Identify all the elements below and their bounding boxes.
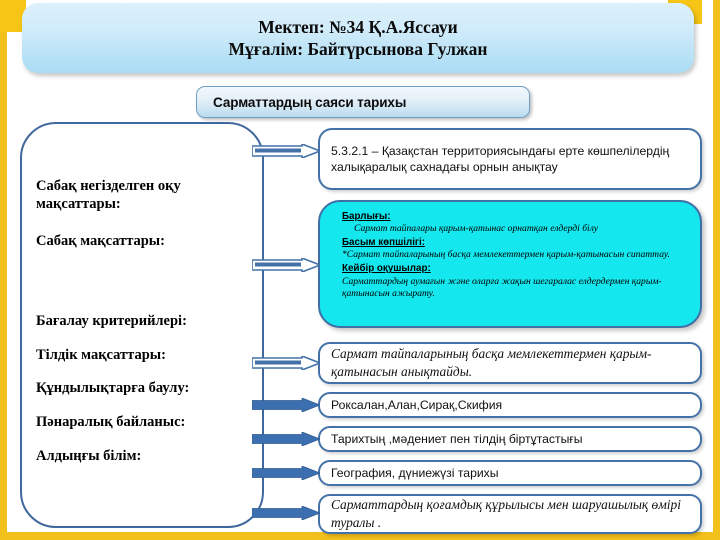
solid-right-arrow-icon [252,506,320,520]
label-interdisciplinary: Пәнаралық байланыс: [36,414,186,431]
box-prior-knowledge [318,494,702,534]
school-line: Мектеп: №34 Қ.А.Яссауи [258,16,458,37]
frame-left-border [0,0,7,540]
box-interdisciplinary-text: География, дүниежүзі тарихы [331,465,499,480]
criteria-body-all: Сармат тайпалары қарым-қатынас орнатқан елдерді білу [354,223,599,235]
box-interdisciplinary [318,460,702,486]
box-prior-knowledge-text: Сарматтардың қоғамдық құрылысы мен шаруашылық өмірі туралы . [331,497,681,530]
solid-right-arrow-icon [252,432,320,446]
hollow-right-arrow-icon [252,258,320,272]
label-language-objectives: Тілдік мақсаттары: [36,346,166,363]
spacer-1 [36,213,262,233]
spacer-3 [36,331,262,347]
lesson-topic-chip [196,86,530,118]
box-learning-objective-text: 5.3.2.1 – Қазақстан территориясындағы ерте көшпелілердің халықаралық сахнадағы орнын анықтау [331,143,670,174]
box-learning-objective [318,128,702,190]
solid-right-arrow-icon [252,398,320,412]
spacer-5 [36,398,262,414]
box-lesson-objectives [318,342,702,384]
box-values [318,426,702,452]
criteria-head-most: Басым көпшілігі: [342,237,425,249]
criteria-head-all: Барлығы: [342,211,391,222]
box-lesson-objectives-text: Сармат тайпаларының басқа мемлекеттермен қарым-қатынасын анықтайды. [331,346,652,379]
spacer-6 [36,432,262,448]
label-lesson-objectives: Сабақ мақсаттары: [36,233,165,250]
label-values: Құндылықтарға баулу: [36,380,190,397]
frame-right-border [713,0,720,540]
box-values-text: Тарихтың ,мәдениет пен тілдің біртұтастығы [331,431,583,446]
spacer-2 [36,251,262,313]
teacher-line: Мұғалім: Байтүрсынова Гулжан [228,39,488,59]
spacer-4 [36,364,262,380]
box-language-objectives-text: Роксалан,Алан,Сирақ,Скифия [331,397,503,412]
box-language-objectives [318,392,702,418]
criteria-body-most: *Сармат тайпаларының басқа мемлекеттермен қарым-қатынасын сипаттау. [342,249,670,261]
hollow-right-arrow-icon [252,144,320,158]
box-assessment-criteria [318,200,702,328]
left-labels-list [36,178,262,466]
criteria-body-some: Сарматтардың аумағын және оларға жақын шегаралас елдердермен қарым-қатынасын ажырату. [342,275,662,300]
lesson-topic-label: Сарматтардың саяси тарихы [213,94,407,110]
header-banner [22,3,694,73]
criteria-head-some: Кейбір оқушылар: [342,263,431,275]
hollow-right-arrow-icon [252,356,320,370]
solid-right-arrow-icon [252,466,320,480]
label-prior-knowledge: Алдыңғы білім: [36,447,142,464]
label-learning-objective-l1: Сабақ негізделген оқу [36,178,181,194]
label-assessment-criteria: Бағалау критерийлері: [36,313,187,330]
label-learning-objective-l2: мақсаттары: [36,195,121,212]
